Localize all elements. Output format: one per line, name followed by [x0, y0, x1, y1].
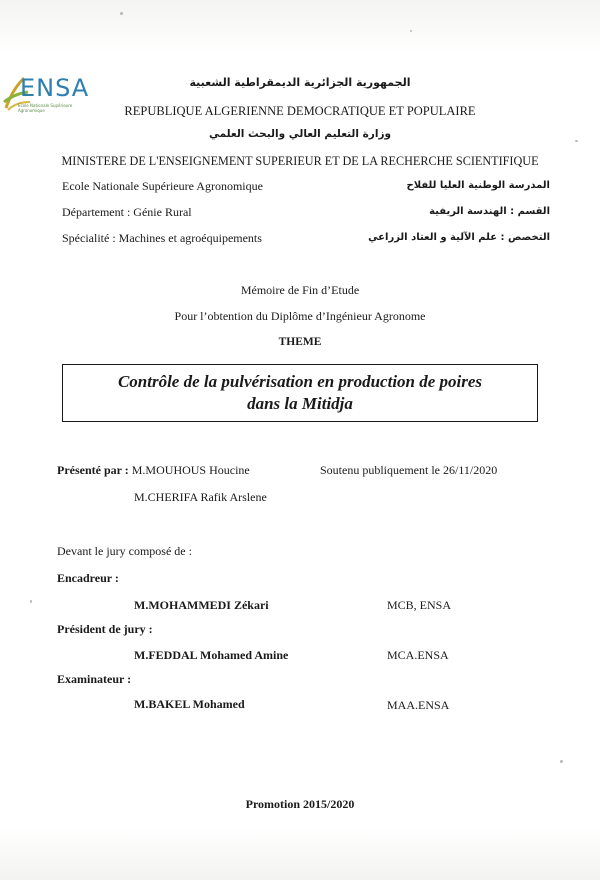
logo-subtitle: Ecole Nationale Supérieure Agronomique — [18, 103, 73, 113]
logo-text: ENSA — [20, 74, 90, 102]
jury-name: M.FEDDAL Mohamed Amine — [134, 648, 289, 662]
jury-role: Président de jury : — [57, 622, 153, 636]
jury-grade: MAA.ENSA — [387, 698, 450, 712]
scan-speck — [575, 140, 578, 142]
scan-speck — [30, 600, 32, 603]
memoire-line1: Mémoire de Fin d’Etude — [240, 283, 360, 297]
jury-intro: Devant le jury composé de : — [57, 544, 192, 558]
jury-name: M.MOHAMMEDI Zékari — [134, 598, 269, 612]
ministry-title: MINISTERE DE L'ENSEIGNEMENT SUPERIEUR ET DE LA RECHERCHE SCIENTIFIQUE — [61, 154, 539, 168]
jury-role: Encadreur : — [57, 571, 119, 585]
theme-title-line2: dans la Mitidja — [247, 394, 353, 413]
jury-grade: MCA.ENSA — [387, 648, 449, 662]
promotion: Promotion 2015/2020 — [245, 797, 355, 811]
author-2: M.CHERIFA Rafik Arslene — [134, 490, 267, 504]
jury-name: M.BAKEL Mohamed — [134, 697, 245, 711]
scan-speck — [120, 12, 123, 15]
theme-box — [62, 364, 538, 422]
arabic-ministry-title: وزارة التعليم العالي والبحث العلمي — [208, 128, 392, 140]
department-fr: Département : Génie Rural — [62, 205, 192, 219]
theme-title-line1: Contrôle de la pulvérisation en production de poires — [117, 372, 483, 391]
author-1: M.MOUHOUS Houcine — [131, 463, 250, 477]
specialty-fr: Spécialité : Machines et agroéquipements — [62, 231, 262, 245]
jury-grade: MCB, ENSA — [387, 598, 452, 612]
presented-by — [57, 463, 250, 478]
department-ar: القسم : الهندسة الريفية — [429, 206, 550, 217]
memoire-line2: Pour l’obtention du Diplôme d’Ingénieur Agronome — [174, 309, 426, 323]
defense-date: Soutenu publiquement le 26/11/2020 — [320, 463, 498, 477]
theme-title — [63, 371, 537, 415]
presented-label: Présenté par : — [57, 463, 129, 477]
school-name-fr: Ecole Nationale Supérieure Agronomique — [62, 179, 263, 193]
scan-speck — [410, 30, 412, 32]
arabic-republic-title: الجمهورية الجزائرية الديمقراطية الشعبية — [189, 76, 411, 89]
specialty-ar: التخصص : علم الآلية و العتاد الزراعي — [368, 232, 550, 243]
jury-role: Examinateur : — [57, 672, 132, 686]
school-name-ar: المدرسة الوطنية العليا للفلاح — [406, 180, 550, 191]
republic-title: REPUBLIQUE ALGERIENNE DEMOCRATIQUE ET POPULAIRE — [124, 104, 476, 118]
theme-label: THEME — [278, 336, 322, 348]
scan-speck — [560, 760, 563, 763]
